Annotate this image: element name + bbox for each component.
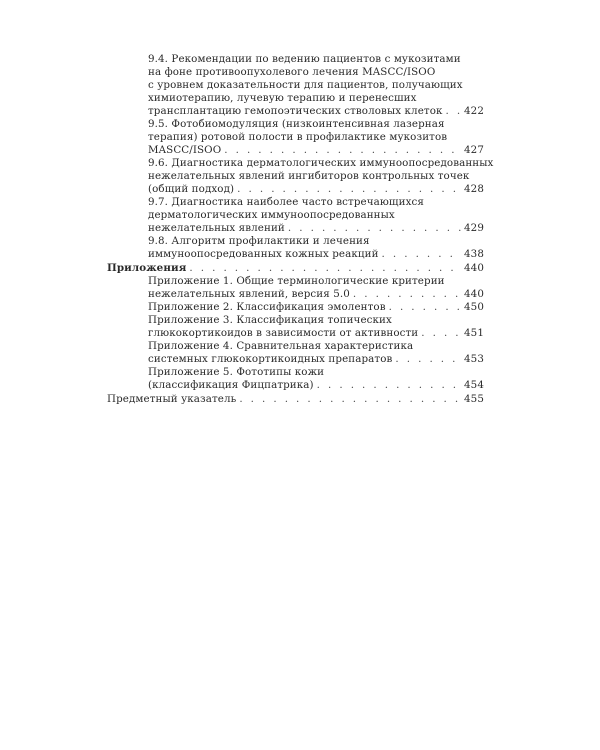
toc-entry-title-line: (общий подход) — [148, 183, 235, 195]
toc-entry-title-line: Приложение 3. Классификация топических — [148, 314, 392, 326]
toc-entry[interactable] — [107, 314, 484, 340]
dot-leader — [421, 327, 461, 340]
toc-page-number: 440 — [464, 288, 484, 300]
toc-page-number: 450 — [464, 301, 484, 313]
toc-entry-title-line: нежелательных явлений — [148, 222, 285, 234]
toc-entry-title-line: системных глюкокортикоидных препаратов — [148, 353, 393, 365]
toc-entry-title-line: Приложения — [107, 262, 187, 274]
toc-page-number: 438 — [464, 248, 484, 260]
toc-entry[interactable] — [107, 393, 484, 406]
table-of-contents — [107, 53, 494, 406]
toc-page-number: 422 — [464, 105, 484, 117]
dot-leader — [239, 393, 461, 406]
toc-page-number: 451 — [464, 327, 484, 339]
toc-entry[interactable] — [107, 340, 484, 366]
toc-entry[interactable] — [107, 366, 484, 392]
toc-entry[interactable] — [107, 53, 484, 118]
toc-page-number: 429 — [464, 222, 484, 234]
toc-entry-title-line: химиотерапию, лучевую терапию и перенесших — [148, 92, 417, 104]
toc-entry-title-line: глюкокортикоидов в зависимости от активности — [148, 327, 419, 339]
toc-entry-title-line: 9.8. Алгоритм профилактики и лечения — [148, 235, 370, 247]
toc-entry-title-line: с уровнем доказательности для пациентов, получающих — [148, 79, 463, 91]
toc-page-number: 427 — [464, 144, 484, 156]
dot-leader — [288, 222, 461, 235]
toc-entry-title-line: нежелательных явлений ингибиторов контрольных точек — [148, 170, 470, 182]
dot-leader — [395, 353, 461, 366]
toc-entry-title-line: иммуноопосредованных кожных реакций — [148, 248, 379, 260]
toc-entry[interactable] — [107, 118, 484, 157]
toc-entry[interactable] — [107, 235, 484, 261]
toc-entry[interactable] — [107, 275, 484, 301]
toc-entry-title-line: трансплантацию гемопоэтических стволовых клеток — [148, 105, 443, 117]
toc-page-number: 454 — [464, 379, 484, 391]
toc-entry[interactable] — [107, 196, 484, 235]
toc-entry-title-line: 9.6. Диагностика дерматологических иммуноопосредованных — [148, 157, 494, 169]
toc-entry-title-line: MASCC/ISOO — [148, 144, 222, 156]
toc-entry-title-line: (классификация Фицпатрика) — [148, 379, 314, 391]
toc-entry-title-line: Приложение 1. Общие терминологические критерии — [148, 275, 445, 287]
toc-page-number: 455 — [464, 393, 484, 405]
toc-entry[interactable] — [107, 157, 494, 196]
dot-leader — [353, 288, 461, 301]
toc-entry-title-line: 9.7. Диагностика наиболее часто встречающихся — [148, 196, 424, 208]
dot-leader — [389, 301, 461, 314]
toc-page-number: 453 — [464, 353, 484, 365]
toc-entry-title-line: 9.5. Фотобиомодуляция (низкоинтенсивная лазерная — [148, 118, 445, 130]
dot-leader — [317, 379, 461, 392]
toc-entry-title-line: Предметный указатель — [107, 393, 237, 405]
dot-leader — [224, 144, 461, 157]
toc-page-number: 440 — [464, 262, 484, 274]
toc-entry-title-line: нежелательных явлений, версия 5.0 — [148, 288, 350, 300]
dot-leader — [446, 105, 462, 118]
toc-entry[interactable] — [107, 301, 484, 314]
toc-entry-title-line: Приложение 4. Сравнительная характеристика — [148, 340, 414, 352]
toc-page-number: 428 — [464, 183, 484, 195]
dot-leader — [237, 183, 461, 196]
toc-entry-title-line: Приложение 5. Фототипы кожи — [148, 366, 325, 378]
dot-leader — [382, 248, 461, 261]
toc-entry-title-line: на фоне противоопухолевого лечения MASCC/ISOO — [148, 66, 436, 78]
toc-entry-title-line: дерматологических иммуноопосредованных — [148, 209, 395, 221]
toc-entry-title-line: 9.4. Рекомендации по ведению пациентов с мукозитами — [148, 53, 461, 65]
toc-entry-title-line: Приложение 2. Классификация эмолентов — [148, 301, 386, 313]
dot-leader — [189, 262, 461, 275]
toc-entry[interactable] — [107, 262, 484, 275]
toc-entry-title-line: терапия) ротовой полости в профилактике мукозитов — [148, 131, 448, 143]
